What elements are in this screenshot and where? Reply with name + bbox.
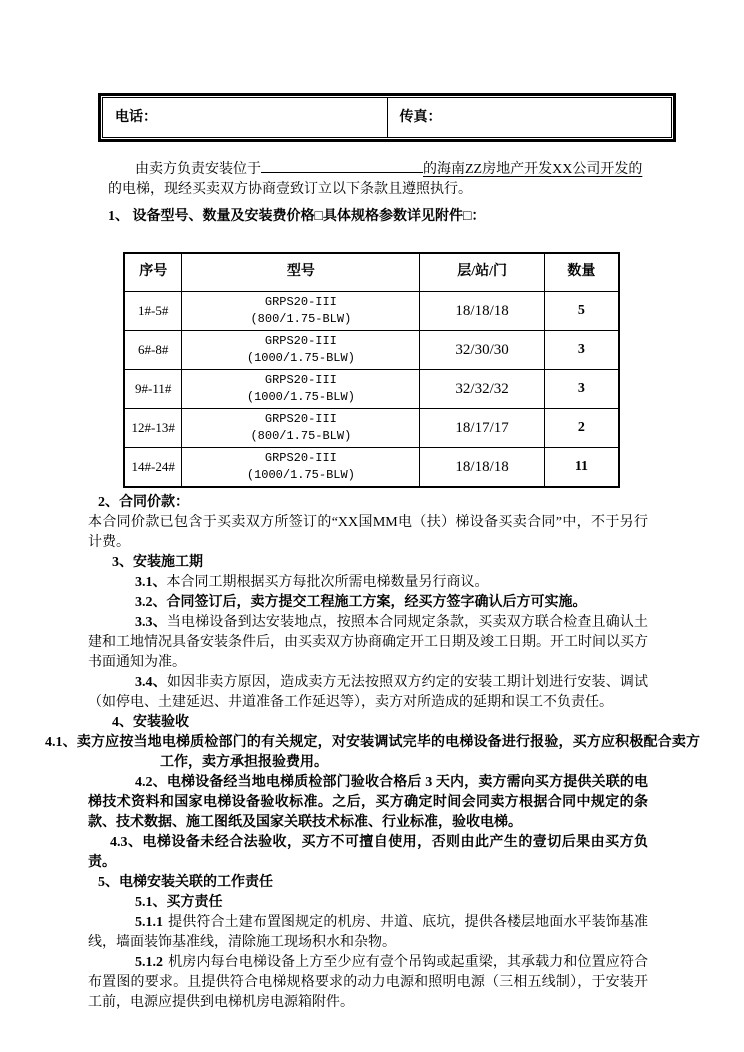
table-row	[124, 330, 619, 369]
clause-3-1: 3.1、本合同工期根据买方每批次所需电梯数量另行商议。	[135, 574, 489, 590]
section-5-1-heading: 5.1、买方责任	[135, 894, 223, 910]
table-row	[124, 369, 619, 408]
cell-no: 12#-13#	[124, 408, 182, 447]
section-5-heading: 5、电梯安装关联的工作责任	[98, 874, 273, 890]
table-row	[124, 291, 619, 330]
section-5	[88, 873, 648, 1013]
section-4	[45, 713, 701, 873]
clause-5-1-1: 5.1.1 提供符合土建布置图规定的机房、井道、底坑，提供各楼层地面水平装饰基准线，墙面装饰基准线，清除施工现场积水和杂物。	[88, 914, 648, 950]
clause-3-4: 3.4、如因非卖方原因，造成卖方无法按照双方约定的安装工期计划进行安装、调试（如停电、土建延迟、井道准备工作延迟等），卖方对所造成的延期和误工不负责任。	[88, 674, 649, 710]
section-4-heading: 4、安装验收	[112, 714, 189, 730]
section-2-heading: 2、合同价款：	[98, 494, 189, 510]
cell-model: GRPS20-III (1000/1.75-BLW)	[182, 447, 420, 487]
developer-name-underlined: 的海南ZZ房地产开发XX公司开发的	[423, 162, 643, 177]
clause-4-1: 4.1、卖方应按当地电梯质检部门的有关规定，对安装调试完毕的电梯设备进行报验，买方应积极配合卖方工作，卖方承担报验费用。	[45, 734, 701, 770]
contact-row	[103, 98, 672, 138]
section-2	[88, 493, 648, 553]
cell-floors: 32/30/30	[420, 330, 545, 369]
cell-qty: 3	[544, 330, 619, 369]
cell-no: 14#-24#	[124, 447, 182, 487]
equipment-spec-table	[123, 252, 620, 488]
cell-model: GRPS20-III (800/1.75-BLW)	[182, 408, 420, 447]
header-no: 序号	[124, 253, 182, 291]
header-model: 型号	[182, 253, 420, 291]
intro-line2: 的电梯，现经买卖双方协商壹致订立以下条款且遵照执行。	[108, 182, 472, 197]
fill-in-blank	[261, 159, 423, 173]
fax-cell: 传真：	[387, 98, 672, 138]
cell-qty: 11	[544, 447, 619, 487]
intro-paragraph	[88, 159, 648, 200]
cell-no: 9#-11#	[124, 369, 182, 408]
table-row	[124, 447, 619, 487]
cell-model: GRPS20-III (800/1.75-BLW)	[182, 291, 420, 330]
cell-no: 1#-5#	[124, 291, 182, 330]
cell-no: 6#-8#	[124, 330, 182, 369]
cell-floors: 32/32/32	[420, 369, 545, 408]
cell-model: GRPS20-III (1000/1.75-BLW)	[182, 330, 420, 369]
clause-3-3: 3.3、当电梯设备到达安装地点，按照本合同规定条款，买卖双方联合检查且确认土建和工地情况具备安装条件后，由买卖双方协商确定开工日期及竣工日期。开工时间以买方书面通知为准。	[88, 614, 649, 670]
clause-5-1-2: 5.1.2 机房内每台电梯设备上方至少应有壹个吊钩或起重梁，其承载力和位置应符合布置图的要求。且提供符合电梯规格要求的动力电源和照明电源（三相五线制），于安装开工前，电源应提供到电梯机房电源箱附件。	[88, 954, 648, 1010]
cell-floors: 18/17/17	[420, 408, 545, 447]
clause-4-3: 4.3、电梯设备未经合法验收，买方不可擅自使用，否则由此产生的壹切后果由买方负责。	[88, 834, 649, 870]
contact-table	[98, 93, 676, 142]
section-1-heading: 1、 设备型号、数量及安装费价格□具体规格参数详见附件□：	[108, 209, 486, 224]
spec-header-row	[124, 253, 619, 291]
clause-3-2: 3.2、合同签订后，卖方提交工程施工方案，经买方签字确认后方可实施。	[135, 594, 587, 610]
phone-cell: 电话：	[103, 98, 388, 138]
table-row	[124, 408, 619, 447]
section-2-body: 本合同价款已包含于买卖双方所签订的“XX国MM电（扶）梯设备买卖合同”中，不于另行计费。	[88, 514, 648, 550]
clause-4-2: 4.2、电梯设备经当地电梯质检部门验收合格后 3 天内，卖方需向买方提供关联的电梯技术资料和国家电梯设备验收标准。之后，买方确定时间会同卖方根据合同中规定的条款、技术数据、施工图纸及国家关联技术标准、行业标准，验收电梯。	[88, 774, 649, 830]
cell-model: GRPS20-III (1000/1.75-BLW)	[182, 369, 420, 408]
intro-line1	[88, 159, 648, 180]
cell-qty: 2	[544, 408, 619, 447]
section-3	[88, 553, 648, 713]
cell-qty: 5	[544, 291, 619, 330]
cell-floors: 18/18/18	[420, 291, 545, 330]
header-floors: 层/站/门	[420, 253, 545, 291]
intro-lead: 由卖方负责安装位于	[135, 162, 261, 177]
cell-qty: 3	[544, 369, 619, 408]
section-3-heading: 3、安装施工期	[112, 554, 203, 570]
header-qty: 数量	[544, 253, 619, 291]
cell-floors: 18/18/18	[420, 447, 545, 487]
